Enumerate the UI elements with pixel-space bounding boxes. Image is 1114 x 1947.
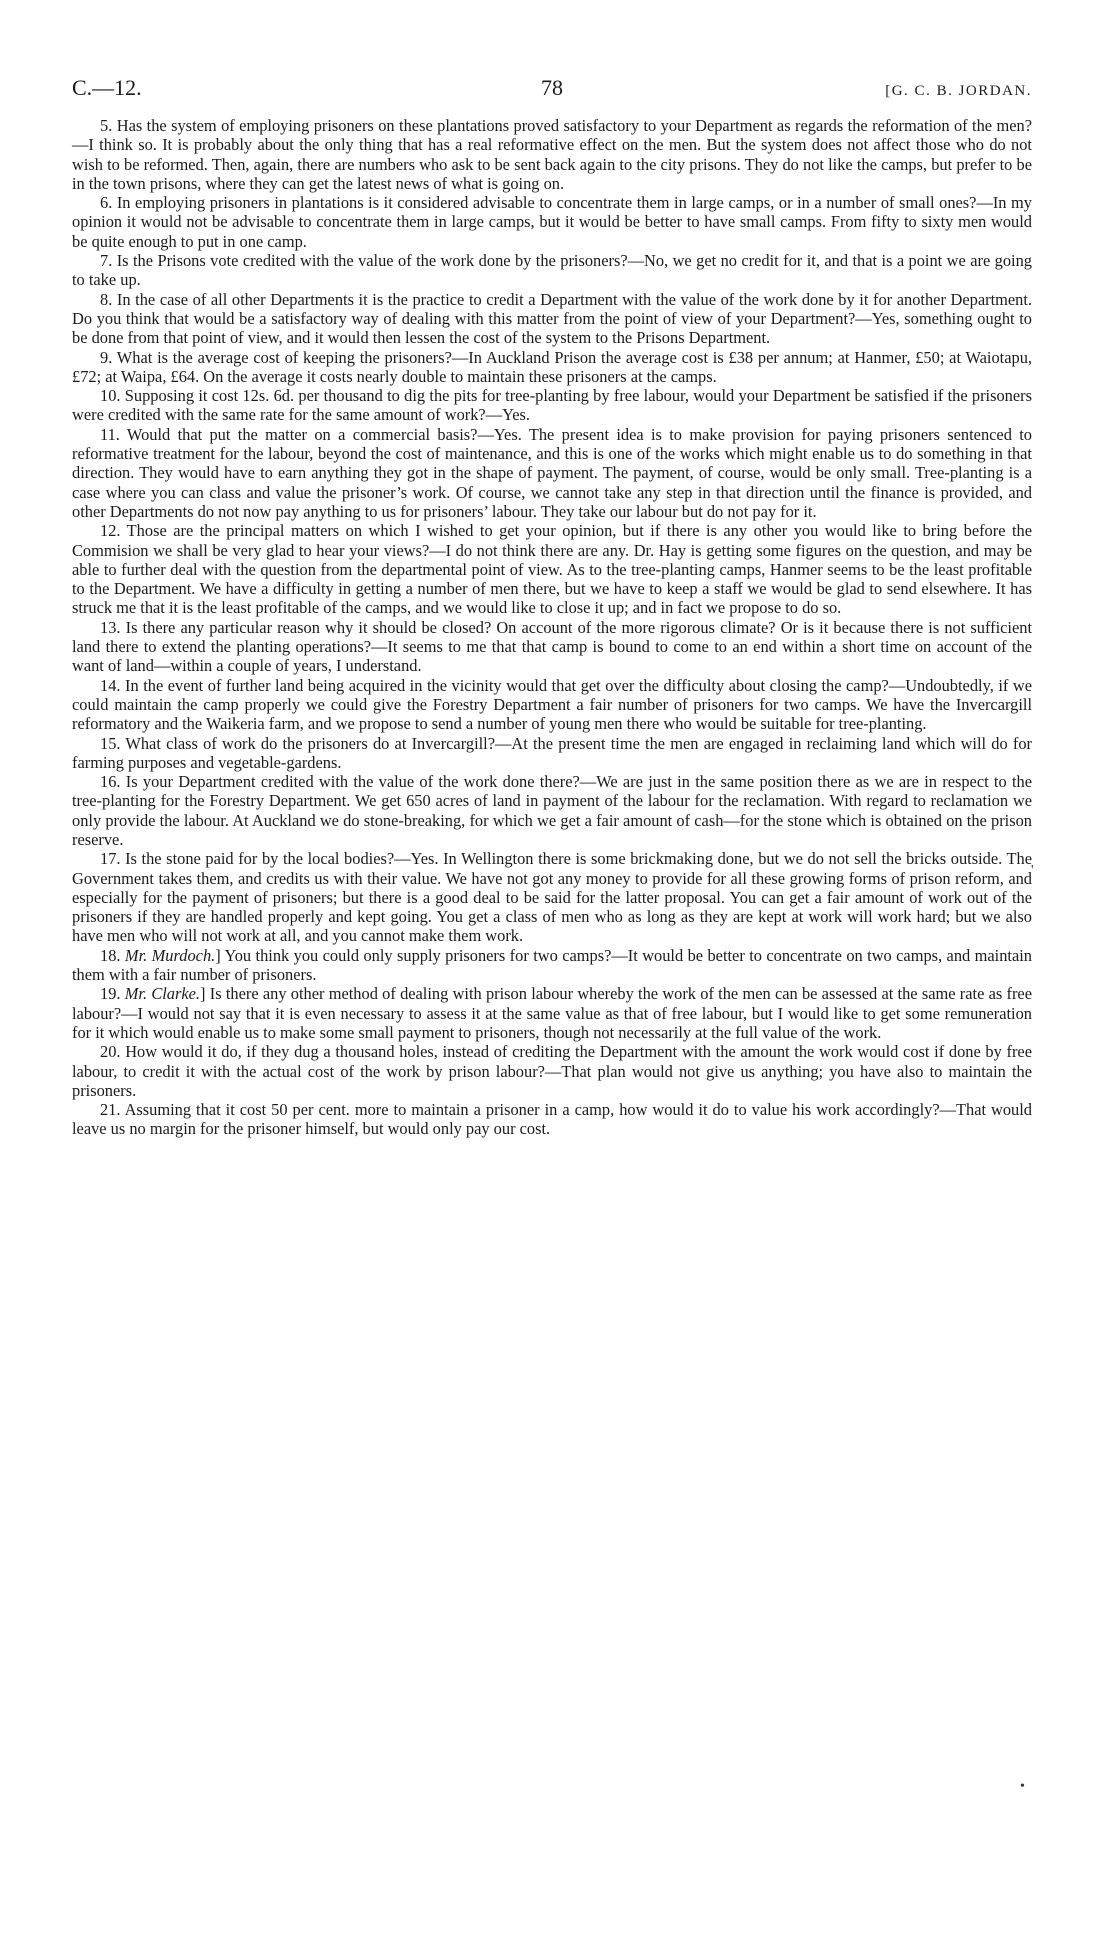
question-answer-paragraph: 19. Mr. Clarke.] Is there any other method of dealing with prison labour whereby the work of the men can be assessed at the same rate as free labour?—I would not say that it is even necessary to assess it at the same value as that of free labour, but I would like to get some remuneration for it which would enable us to make some small payment to prisoners, though not necessarily at the full value of the work. [72,984,1032,1042]
question-answer-paragraph: 17. Is the stone paid for by the local bodies?—Yes. In Wellington there is some brickmaking done, but we do not sell the bricks outside. The Government takes them, and credits us with their value. We have not got any money to provide for all these growing forms of prison reform, and especially for the payment of prisoners; but there is a good deal to be said for the latter proposal. You can get a fair amount of work out of the prisoners if they are handled properly and kept going. You get a class of men who as long as they are kept at work will work hard; but we also have men who will not work at all, and you cannot make them work. [72,849,1032,946]
page-header [72,75,1032,116]
witness-name: [G. C. B. JORDAN. [885,83,1032,99]
question-answer-paragraph: 21. Assuming that it cost 50 per cent. more to maintain a prisoner in a camp, how would it do to value his work accordingly?—That would leave us no margin for the prisoner himself, but would only pay our cost. [72,1100,1032,1139]
question-answer-paragraph: 7. Is the Prisons vote credited with the value of the work done by the prisoners?—No, we get no credit for it, and that is a point we are going to take up. [72,251,1032,290]
speaker-name: Mr. Clarke. [124,984,201,1004]
print-mark: ' [1031,863,1034,878]
question-answer-paragraph: 14. In the event of further land being acquired in the vicinity would that get over the difficulty about closing the camp?—Undoubtedly, if we could maintain the camp properly we could give the Forestry Department a fair number of prisoners for two camps. We have the Invercargill reformatory and the Waikeria farm, and we propose to send a number of young men there who would be suitable for tree-planting. [72,675,1032,734]
document-code: C.—12. [72,75,142,100]
question-answer-paragraph: 6. In employing prisoners in plantations is it considered advisable to concentrate them in large camps, or in a number of small ones?—In my opinion it would not be advisable to concentrate them in large camps, but it would be better to have small camps. From fifty to sixty men would be quite enough to put in one camp. [72,193,1032,251]
question-answer-paragraph: 15. What class of work do the prisoners do at Invercargill?—At the present time the men are engaged in reclaiming land which will do for farming purposes and vegetable-gardens. [72,733,1032,772]
evidence-body [72,116,1032,1139]
document-page [72,75,1032,1139]
question-answer-paragraph: 9. What is the average cost of keeping the prisoners?—In Auckland Prison the average cost is £38 per annum; at Hanmer, £50; at Waiotapu, £72; at Waipa, £64. On the average it costs nearly double to maintain these prisoners at the camps. [72,347,1032,386]
question-answer-paragraph: 13. Is there any particular reason why it should be closed? On account of the more rigorous climate? Or is it because there is not sufficient land there to extend the planting operations?—It seems to me that that camp is bound to come to an end within a short time on account of the want of land—within a couple of years, I understand. [72,617,1032,676]
question-answer-paragraph: 11. Would that put the matter on a commercial basis?—Yes. The present idea is to make provision for paying prisoners sentenced to reformative treatment for the labour, beyond the cost of maintenance, and this is one of the works which might enable us to do something in that direction. They would have to earn anything they got in the shape of payment. The payment, of course, would be only small. Tree-planting is a case where you can class and value the prisoner’s work. Of course, we cannot take any step in that direction until the finance is provided, and other Departments do not now pay anything to us for prisoners’ labour. They take our labour but do not pay for it. [72,424,1032,521]
question-answer-paragraph: 20. How would it do, if they dug a thousand holes, instead of crediting the Department with the amount the work would cost if done by free labour, to credit it with the actual cost of the work by prison labour?—That plan would not give us anything; you have also to maintain the prisoners. [72,1042,1032,1100]
question-answer-paragraph: 16. Is your Department credited with the value of the work done there?—We are just in the same position there as we are in respect to the tree-planting for the Forestry Department. We get 650 acres of land in payment of the labour for the reclamation. With regard to reclamation we only provide the labour. At Auckland we do stone-breaking, for which we get a fair amount of cash—for the stone which is obtained on the prison reserve. [72,772,1032,849]
page-number: 78 [541,75,563,100]
speaker-name: Mr. Murdoch. [124,945,216,965]
question-answer-paragraph: 8. In the case of all other Departments it is the practice to credit a Department with the value of the work done by it for another Department. Do you think that would be a satisfactory way of dealing with this matter from the point of view of your Department?—Yes, something ought to be done from that point of view, and it would then lessen the cost of the system to the Prisons Department. [72,289,1032,348]
question-answer-paragraph: 5. Has the system of employing prisoners on these plantations proved satisfactory to your Department as regards the reformation of the men?—I think so. It is probably about the only thing that has a real reformative effect on the men. But the system does not affect those who do not wish to be reformed. Then, again, there are numbers who ask to be sent back again to the city prisons. They do not like the camps, but prefer to be in the town prisons, where they can get the latest news of what is going on. [72,116,1032,193]
question-answer-paragraph: 18. Mr. Murdoch.] You think you could only supply prisoners for two camps?—It would be better to concentrate on two camps, and maintain them with a fair number of prisoners. [72,945,1032,985]
print-mark: • [1020,1779,1025,1794]
question-answer-paragraph: 10. Supposing it cost 12s. 6d. per thousand to dig the pits for tree-planting by free labour, would your Department be satisfied if the prisoners were credited with the same rate for the same amount of work?—Yes. [72,386,1032,425]
question-answer-paragraph: 12. Those are the principal matters on which I wished to get your opinion, but if there is any other you would like to bring before the Commision we shall be very glad to hear your views?—I do not think there are any. Dr. Hay is getting some figures on the question, and may be able to further deal with the question from the departmental point of view. As to the tree-planting camps, Hanmer seems to be the least profitable to the Department. We have a difficulty in getting a number of men there, but we have to keep a staff we would be glad to send elsewhere. It has struck me that it is the least profitable of the camps, and we would like to close it up; and in fact we propose to do so. [72,521,1032,618]
